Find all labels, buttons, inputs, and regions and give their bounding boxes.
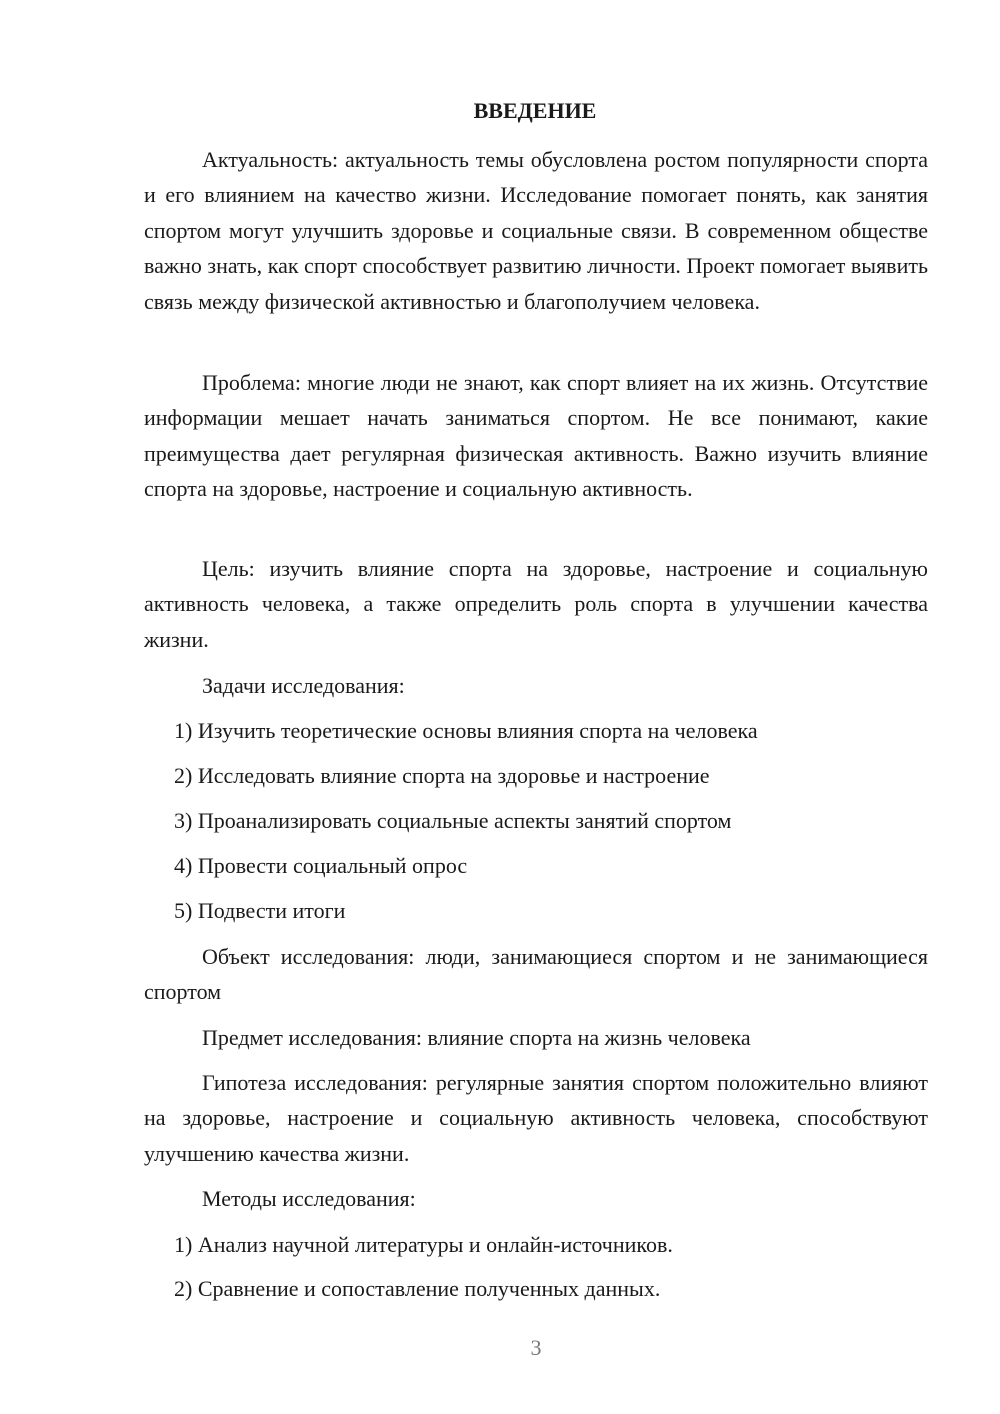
section-heading: ВВЕДЕНИЕ xyxy=(473,98,597,123)
problem-paragraph: Проблема: многие люди не знают, как спорт влияет на их жизнь. Отсутствие информации мешает начать заниматься спортом. Не все понимают, какие преимущества дает регулярная физическая активность. Важно изучить влияние спорта на здоровье, настроение и социальную активность. xyxy=(144,370,928,502)
tasks-heading: Задачи исследования: xyxy=(202,673,405,698)
subject-paragraph: Предмет исследования: влияние спорта на жизнь человека xyxy=(202,1025,751,1050)
task-item: 2) Исследовать влияние спорта на здоровье и настроение xyxy=(174,763,710,788)
task-item: 4) Провести социальный опрос xyxy=(174,853,468,878)
relevance-paragraph: Актуальность: актуальность темы обусловлена ростом популярности спорта и его влиянием на качество жизни. Исследование помогает понять, как занятия спортом могут улучшить здоровье и социальные связи. В современном обществе важно знать, как спорт способствует развитию личности. Проект помогает выявить связь между физической активностью и благополучием человека. xyxy=(144,147,928,314)
task-item: 1) Изучить теоретические основы влияния спорта на человека xyxy=(174,718,758,743)
task-item: 5) Подвести итоги xyxy=(174,898,346,923)
goal-paragraph: Цель: изучить влияние спорта на здоровье, настроение и социальную активность человека, а также определить роль спорта в улучшении качества жизни. xyxy=(144,556,928,652)
methods-heading: Методы исследования: xyxy=(202,1186,416,1211)
page-number: 3 xyxy=(530,1335,542,1360)
method-item: 2) Сравнение и сопоставление полученных данных. xyxy=(174,1276,661,1301)
object-paragraph: Объект исследования: люди, занимающиеся спортом и не занимающиеся спортом xyxy=(144,944,928,1005)
task-item: 3) Проанализировать социальные аспекты занятий спортом xyxy=(174,808,732,833)
hypothesis-paragraph: Гипотеза исследования: регулярные занятия спортом положительно влияют на здоровье, настроение и социальную активность человека, способствуют улучшению качества жизни. xyxy=(144,1070,928,1166)
method-item: 1) Анализ научной литературы и онлайн-источников. xyxy=(174,1232,673,1257)
